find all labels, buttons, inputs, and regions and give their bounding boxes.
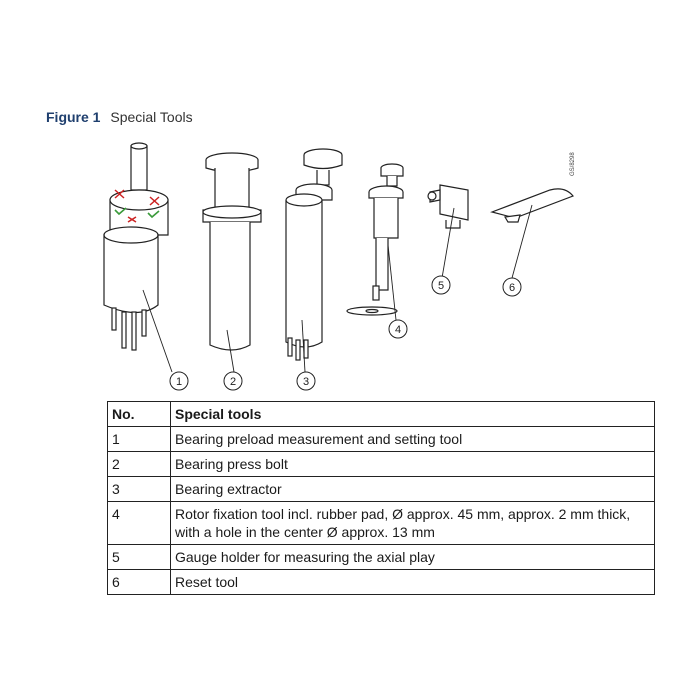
tool-3-illustration	[286, 149, 342, 372]
callout-4-label: 4	[394, 324, 402, 336]
column-header-tools: Special tools	[171, 402, 655, 427]
row-description: Bearing extractor	[171, 477, 655, 502]
row-number: 5	[108, 545, 171, 570]
callout-1-label: 1	[175, 376, 183, 388]
row-description: Gauge holder for measuring the axial play	[171, 545, 655, 570]
row-description: Bearing press bolt	[171, 452, 655, 477]
table-row	[108, 545, 655, 570]
tool-5-illustration	[428, 185, 468, 278]
table-row	[108, 502, 655, 545]
tool-4-illustration	[347, 164, 403, 320]
row-number: 4	[108, 502, 171, 545]
special-tools-table	[107, 401, 655, 595]
figure-ref-code: GS/8298	[570, 152, 576, 176]
figure-number: Figure 1	[46, 109, 101, 125]
table-row	[108, 427, 655, 452]
row-description: Reset tool	[171, 570, 655, 595]
row-number: 6	[108, 570, 171, 595]
tool-1-illustration	[104, 143, 172, 372]
row-description: Bearing preload measurement and setting tool	[171, 427, 655, 452]
tool-2-illustration	[203, 153, 261, 372]
column-header-no: No.	[108, 402, 171, 427]
callout-2-label: 2	[229, 376, 237, 388]
table-row	[108, 477, 655, 502]
callout-3-label: 3	[302, 376, 310, 388]
row-number: 2	[108, 452, 171, 477]
row-description: Rotor fixation tool incl. rubber pad, Ø approx. 45 mm, approx. 2 mm thick, with a hole in the center Ø approx. 13 mm	[171, 502, 655, 545]
table-row	[108, 570, 655, 595]
row-number: 3	[108, 477, 171, 502]
callout-6-label: 6	[508, 282, 516, 294]
row-number: 1	[108, 427, 171, 452]
table-row	[108, 452, 655, 477]
figure-title: Special Tools	[110, 109, 193, 125]
callout-5-label: 5	[437, 280, 445, 292]
table-header-row	[108, 402, 655, 427]
tool-6-illustration	[492, 189, 573, 278]
